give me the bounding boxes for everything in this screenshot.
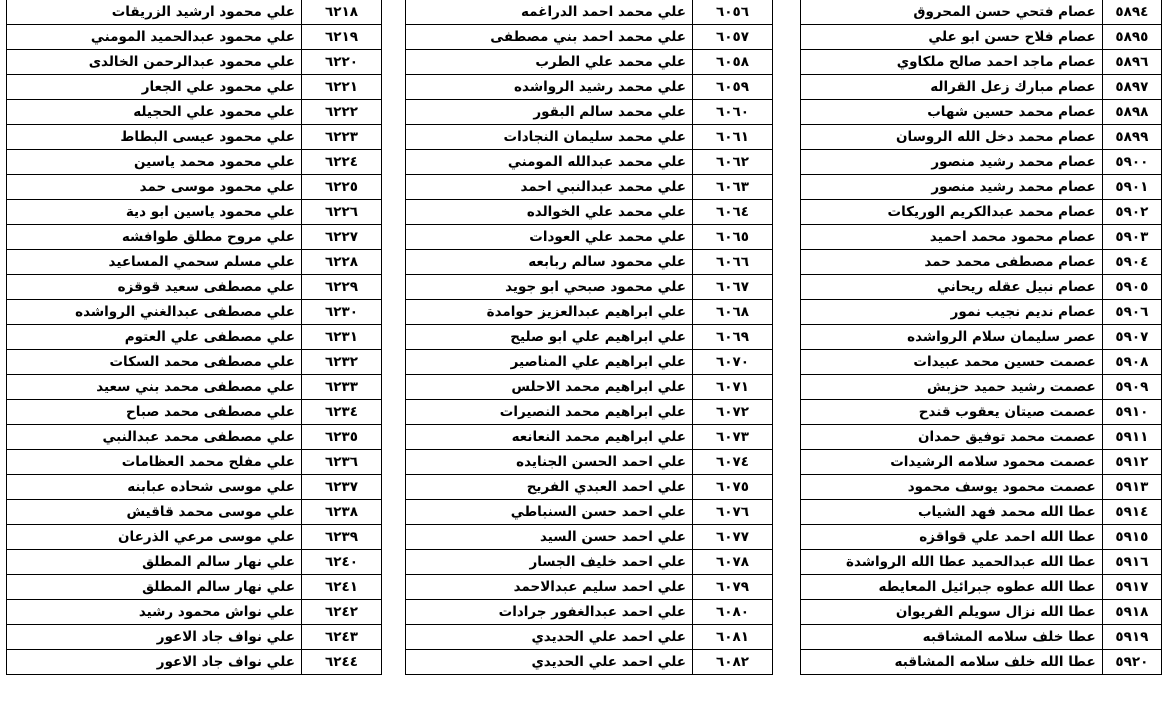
serial-number-cell: ٥٩١٦	[1102, 550, 1161, 575]
serial-number-cell: ٥٩٠٢	[1102, 200, 1161, 225]
serial-number-cell: ٦٢٣١	[302, 325, 382, 350]
person-name-cell: عطا الله احمد علي قواقزه	[801, 525, 1103, 550]
serial-number-cell: ٥٩١٧	[1102, 575, 1161, 600]
serial-number-cell: ٦٢٣٥	[302, 425, 382, 450]
serial-number-cell: ٥٩٠٥	[1102, 275, 1161, 300]
serial-number-cell: ٦٢٢٩	[302, 275, 382, 300]
person-name-cell: علي مصطفى محمد السكات	[7, 350, 302, 375]
table-row	[801, 250, 1162, 275]
table-row	[801, 150, 1162, 175]
table-row	[406, 350, 773, 375]
table-row	[406, 450, 773, 475]
table-row	[801, 100, 1162, 125]
person-name-cell: عصام مبارك زعل القراله	[801, 75, 1103, 100]
person-name-cell: علي نواش محمود رشيد	[7, 600, 302, 625]
table-row	[406, 425, 773, 450]
table-row	[7, 75, 382, 100]
table-row	[7, 575, 382, 600]
table-row	[406, 300, 773, 325]
table-row	[801, 225, 1162, 250]
table-row	[406, 625, 773, 650]
table-row	[801, 25, 1162, 50]
person-name-cell: علي محمود عيسى البطاط	[7, 125, 302, 150]
person-name-cell: علي ابراهيم محمد النعانعه	[406, 425, 693, 450]
table-row	[801, 75, 1162, 100]
table-row	[406, 50, 773, 75]
person-name-cell: علي نواف جاد الاعور	[7, 625, 302, 650]
person-name-cell: علي احمد سليم عبدالاحمد	[406, 575, 693, 600]
table-row	[406, 650, 773, 675]
person-name-cell: عصام محمد عبدالكريم الوريكات	[801, 200, 1103, 225]
serial-number-cell: ٥٩١١	[1102, 425, 1161, 450]
serial-number-cell: ٥٩٠٨	[1102, 350, 1161, 375]
table-row	[801, 550, 1162, 575]
serial-number-cell: ٦٠٨٢	[693, 650, 773, 675]
serial-number-cell: ٦٢٤٤	[302, 650, 382, 675]
serial-number-cell: ٥٨٩٨	[1102, 100, 1161, 125]
names-table	[800, 0, 1162, 675]
person-name-cell: علي محمود محمد ياسين	[7, 150, 302, 175]
serial-number-cell: ٦٠٧٥	[693, 475, 773, 500]
serial-number-cell: ٦٠٧٦	[693, 500, 773, 525]
person-name-cell: علي نهار سالم المطلق	[7, 550, 302, 575]
person-name-cell: علي محمد علي الخوالده	[406, 200, 693, 225]
serial-number-cell: ٦٢٣٠	[302, 300, 382, 325]
person-name-cell: علي محمد احمد الدراغمه	[406, 0, 693, 25]
table-row	[7, 300, 382, 325]
person-name-cell: عصمت محمد توفيق حمدان	[801, 425, 1103, 450]
serial-number-cell: ٦٢٢٦	[302, 200, 382, 225]
serial-number-cell: ٦٢٣٨	[302, 500, 382, 525]
person-name-cell: علي محمد رشيد الرواشده	[406, 75, 693, 100]
person-name-cell: علي موسى محمد قاقيش	[7, 500, 302, 525]
serial-number-cell: ٥٩٠٠	[1102, 150, 1161, 175]
serial-number-cell: ٥٩٠٦	[1102, 300, 1161, 325]
table-row	[801, 325, 1162, 350]
serial-number-cell: ٥٩١٢	[1102, 450, 1161, 475]
person-name-cell: علي مسلم سحمي المساعيد	[7, 250, 302, 275]
person-name-cell: عصام فلاح حسن ابو علي	[801, 25, 1103, 50]
serial-number-cell: ٥٨٩٩	[1102, 125, 1161, 150]
person-name-cell: علي محمود علي الحجيله	[7, 100, 302, 125]
person-name-cell: عصام نبيل عقله ريحاني	[801, 275, 1103, 300]
table-row	[7, 175, 382, 200]
table-row	[7, 250, 382, 275]
table-row	[7, 100, 382, 125]
person-name-cell: عصام ماجد احمد صالح ملكاوي	[801, 50, 1103, 75]
person-name-cell: علي محمد سليمان النجادات	[406, 125, 693, 150]
serial-number-cell: ٦٠٥٦	[693, 0, 773, 25]
serial-number-cell: ٥٨٩٧	[1102, 75, 1161, 100]
person-name-cell: علي محمود عبدالرحمن الخالدى	[7, 50, 302, 75]
person-name-cell: عصمت رشيد حميد حزبش	[801, 375, 1103, 400]
person-name-cell: علي احمد العبدي الفريح	[406, 475, 693, 500]
person-name-cell: عصام محمد دخل الله الروسان	[801, 125, 1103, 150]
person-name-cell: علي احمد علي الحديدي	[406, 650, 693, 675]
serial-number-cell: ٦٠٨٠	[693, 600, 773, 625]
table-row	[7, 50, 382, 75]
serial-number-cell: ٦٢٢٥	[302, 175, 382, 200]
table-row	[7, 450, 382, 475]
person-name-cell: علي محمد علي العودات	[406, 225, 693, 250]
table-row	[406, 375, 773, 400]
table-row	[7, 125, 382, 150]
person-name-cell: عطا الله عبدالحميد عطا الله الرواشدة	[801, 550, 1103, 575]
serial-number-cell: ٦٢٣٤	[302, 400, 382, 425]
person-name-cell: علي ابراهيم علي ابو صليح	[406, 325, 693, 350]
table-row	[406, 575, 773, 600]
table-row	[406, 75, 773, 100]
serial-number-cell: ٥٩٠٤	[1102, 250, 1161, 275]
serial-number-cell: ٥٨٩٦	[1102, 50, 1161, 75]
table-row	[7, 225, 382, 250]
serial-number-cell: ٦٠٧١	[693, 375, 773, 400]
person-name-cell: علي محمود علي الجعار	[7, 75, 302, 100]
serial-number-cell: ٦٢٣٩	[302, 525, 382, 550]
serial-number-cell: ٦٠٧٠	[693, 350, 773, 375]
serial-number-cell: ٦٢٤٠	[302, 550, 382, 575]
person-name-cell: علي موسى مرعي الذرعان	[7, 525, 302, 550]
person-name-cell: علي محمود عبدالحميد المومني	[7, 25, 302, 50]
table-row	[7, 500, 382, 525]
serial-number-cell: ٦٢٣٢	[302, 350, 382, 375]
person-name-cell: علي ابراهيم علي المناصير	[406, 350, 693, 375]
table-row	[7, 150, 382, 175]
person-name-cell: علي نهار سالم المطلق	[7, 575, 302, 600]
names-table	[405, 0, 773, 675]
table-row	[7, 475, 382, 500]
table-row	[406, 175, 773, 200]
person-name-cell: عصام مصطفى محمد حمد	[801, 250, 1103, 275]
person-name-cell: علي محمود سالم ربابعه	[406, 250, 693, 275]
person-name-cell: علي احمد علي الحديدي	[406, 625, 693, 650]
person-name-cell: علي محمود ارشيد الزريقات	[7, 0, 302, 25]
serial-number-cell: ٦٠٥٩	[693, 75, 773, 100]
person-name-cell: عصام محمد حسين شهاب	[801, 100, 1103, 125]
serial-number-cell: ٦٢١٨	[302, 0, 382, 25]
table-row	[801, 50, 1162, 75]
serial-number-cell: ٥٩١٣	[1102, 475, 1161, 500]
table-row	[7, 550, 382, 575]
serial-number-cell: ٦٠٦٦	[693, 250, 773, 275]
register-column-3	[6, 0, 382, 675]
table-row	[7, 25, 382, 50]
person-name-cell: علي مصطفى عبدالغني الرواشده	[7, 300, 302, 325]
serial-number-cell: ٦٠٦٢	[693, 150, 773, 175]
serial-number-cell: ٦٢٢٢	[302, 100, 382, 125]
table-row	[406, 400, 773, 425]
serial-number-cell: ٦٠٧٤	[693, 450, 773, 475]
serial-number-cell: ٦٠٦٠	[693, 100, 773, 125]
person-name-cell: علي مصطفى علي العتوم	[7, 325, 302, 350]
table-row	[406, 100, 773, 125]
table-row	[406, 500, 773, 525]
table-row	[7, 600, 382, 625]
person-name-cell: عصمت محمود سلامه الرشيدات	[801, 450, 1103, 475]
serial-number-cell: ٦٠٦٩	[693, 325, 773, 350]
serial-number-cell: ٥٩٠٣	[1102, 225, 1161, 250]
person-name-cell: علي مصطفى محمد عبدالنبي	[7, 425, 302, 450]
table-row	[406, 250, 773, 275]
person-name-cell: علي احمد حسن السيد	[406, 525, 693, 550]
person-name-cell: عصر سليمان سلام الرواشده	[801, 325, 1103, 350]
person-name-cell: علي محمد سالم البقور	[406, 100, 693, 125]
serial-number-cell: ٦٠٧٣	[693, 425, 773, 450]
person-name-cell: عصمت حسين محمد عبيدات	[801, 350, 1103, 375]
table-row	[801, 450, 1162, 475]
person-name-cell: علي ابراهيم محمد الاحلس	[406, 375, 693, 400]
person-name-cell: علي ابراهيم محمد النصيرات	[406, 400, 693, 425]
table-row	[406, 125, 773, 150]
person-name-cell: علي احمد عبدالغفور جرادات	[406, 600, 693, 625]
serial-number-cell: ٦٢٢٠	[302, 50, 382, 75]
person-name-cell: عطا خلف سلامه المشاقبه	[801, 625, 1103, 650]
person-name-cell: علي محمد احمد بني مصطفى	[406, 25, 693, 50]
table-row	[801, 175, 1162, 200]
person-name-cell: علي محمود صبحي ابو جويد	[406, 275, 693, 300]
table-row	[406, 225, 773, 250]
table-row	[7, 650, 382, 675]
serial-number-cell: ٥٩٢٠	[1102, 650, 1161, 675]
person-name-cell: عصام محمد رشيد منصور	[801, 150, 1103, 175]
table-row	[801, 375, 1162, 400]
table-row	[406, 475, 773, 500]
table-row	[801, 275, 1162, 300]
person-name-cell: علي احمد حسن السنباطي	[406, 500, 693, 525]
person-name-cell: عصام محمود محمد احميد	[801, 225, 1103, 250]
table-row	[801, 350, 1162, 375]
person-name-cell: علي محمد عبدالله المومني	[406, 150, 693, 175]
person-name-cell: عصام محمد رشيد منصور	[801, 175, 1103, 200]
person-name-cell: عصمت محمود يوسف محمود	[801, 475, 1103, 500]
person-name-cell: علي نواف جاد الاعور	[7, 650, 302, 675]
table-row	[7, 375, 382, 400]
person-name-cell: علي محمد عبدالنبي احمد	[406, 175, 693, 200]
table-row	[406, 200, 773, 225]
serial-number-cell: ٦٠٥٨	[693, 50, 773, 75]
table-row	[801, 0, 1162, 25]
table-row	[7, 425, 382, 450]
table-row	[406, 275, 773, 300]
person-name-cell: علي مروح مطلق طوافشه	[7, 225, 302, 250]
person-name-cell: علي مفلح محمد العظامات	[7, 450, 302, 475]
table-row	[801, 500, 1162, 525]
table-row	[801, 125, 1162, 150]
serial-number-cell: ٦٠٦٤	[693, 200, 773, 225]
person-name-cell: علي محمود موسى حمد	[7, 175, 302, 200]
table-row	[7, 350, 382, 375]
serial-number-cell: ٥٩١٥	[1102, 525, 1161, 550]
table-row	[801, 400, 1162, 425]
serial-number-cell: ٥٩٠٩	[1102, 375, 1161, 400]
serial-number-cell: ٦٠٦٨	[693, 300, 773, 325]
person-name-cell: علي محمد علي الطرب	[406, 50, 693, 75]
register-column-1	[800, 0, 1162, 675]
table-row	[406, 525, 773, 550]
serial-number-cell: ٥٩١٩	[1102, 625, 1161, 650]
table-row	[406, 150, 773, 175]
serial-number-cell: ٦٠٥٧	[693, 25, 773, 50]
serial-number-cell: ٥٨٩٤	[1102, 0, 1161, 25]
person-name-cell: عطا الله خلف سلامه المشاقبه	[801, 650, 1103, 675]
person-name-cell: عصام فتحي حسن المحروق	[801, 0, 1103, 25]
table-row	[7, 200, 382, 225]
table-row	[801, 300, 1162, 325]
serial-number-cell: ٥٩١٠	[1102, 400, 1161, 425]
table-row	[801, 200, 1162, 225]
person-name-cell: علي مصطفى محمد صباح	[7, 400, 302, 425]
serial-number-cell: ٦٢١٩	[302, 25, 382, 50]
serial-number-cell: ٦٢٢٧	[302, 225, 382, 250]
serial-number-cell: ٦٢٣٧	[302, 475, 382, 500]
serial-number-cell: ٦٠٦١	[693, 125, 773, 150]
serial-number-cell: ٦٢٢٤	[302, 150, 382, 175]
serial-number-cell: ٥٩٠١	[1102, 175, 1161, 200]
table-row	[406, 600, 773, 625]
person-name-cell: عصمت صيتان يعقوب قندح	[801, 400, 1103, 425]
table-row	[406, 0, 773, 25]
table-row	[7, 0, 382, 25]
table-row	[7, 400, 382, 425]
serial-number-cell: ٦٠٦٧	[693, 275, 773, 300]
table-row	[406, 550, 773, 575]
table-row	[406, 325, 773, 350]
person-name-cell: عطا الله نزال سويلم الفريوان	[801, 600, 1103, 625]
person-name-cell: عطا الله محمد فهد الشياب	[801, 500, 1103, 525]
table-row	[801, 425, 1162, 450]
serial-number-cell: ٥٩١٨	[1102, 600, 1161, 625]
names-table	[6, 0, 382, 675]
person-name-cell: عصام نديم نجيب نمور	[801, 300, 1103, 325]
table-row	[801, 625, 1162, 650]
person-name-cell: علي موسى شحاده عبابنه	[7, 475, 302, 500]
serial-number-cell: ٦٠٨١	[693, 625, 773, 650]
table-row	[406, 25, 773, 50]
serial-number-cell: ٦٠٦٣	[693, 175, 773, 200]
person-name-cell: علي احمد خليف الجسار	[406, 550, 693, 575]
serial-number-cell: ٦٠٧٨	[693, 550, 773, 575]
table-row	[801, 575, 1162, 600]
table-row	[801, 650, 1162, 675]
person-name-cell: علي ابراهيم عبدالعزيز حوامدة	[406, 300, 693, 325]
serial-number-cell: ٦٠٧٩	[693, 575, 773, 600]
register-column-2	[405, 0, 773, 675]
serial-number-cell: ٦٠٧٢	[693, 400, 773, 425]
serial-number-cell: ٦٢٤٢	[302, 600, 382, 625]
serial-number-cell: ٥٩١٤	[1102, 500, 1161, 525]
table-row	[801, 525, 1162, 550]
serial-number-cell: ٦٢٤٣	[302, 625, 382, 650]
table-row	[801, 600, 1162, 625]
serial-number-cell: ٦٢٢١	[302, 75, 382, 100]
serial-number-cell: ٦٢٢٨	[302, 250, 382, 275]
table-row	[7, 325, 382, 350]
serial-number-cell: ٦٢٢٣	[302, 125, 382, 150]
serial-number-cell: ٦٢٤١	[302, 575, 382, 600]
serial-number-cell: ٦٠٦٥	[693, 225, 773, 250]
serial-number-cell: ٦٢٣٣	[302, 375, 382, 400]
person-name-cell: علي احمد الحسن الجنايده	[406, 450, 693, 475]
table-row	[7, 525, 382, 550]
serial-number-cell: ٥٩٠٧	[1102, 325, 1161, 350]
person-name-cell: علي محمود ياسين ابو دية	[7, 200, 302, 225]
person-name-cell: عطا الله عطوه جبرائيل المعايطه	[801, 575, 1103, 600]
table-row	[7, 275, 382, 300]
person-name-cell: علي مصطفى محمد بني سعيد	[7, 375, 302, 400]
serial-number-cell: ٦٠٧٧	[693, 525, 773, 550]
person-name-cell: علي مصطفى سعيد قوقزه	[7, 275, 302, 300]
table-row	[7, 625, 382, 650]
serial-number-cell: ٥٨٩٥	[1102, 25, 1161, 50]
table-row	[801, 475, 1162, 500]
serial-number-cell: ٦٢٣٦	[302, 450, 382, 475]
